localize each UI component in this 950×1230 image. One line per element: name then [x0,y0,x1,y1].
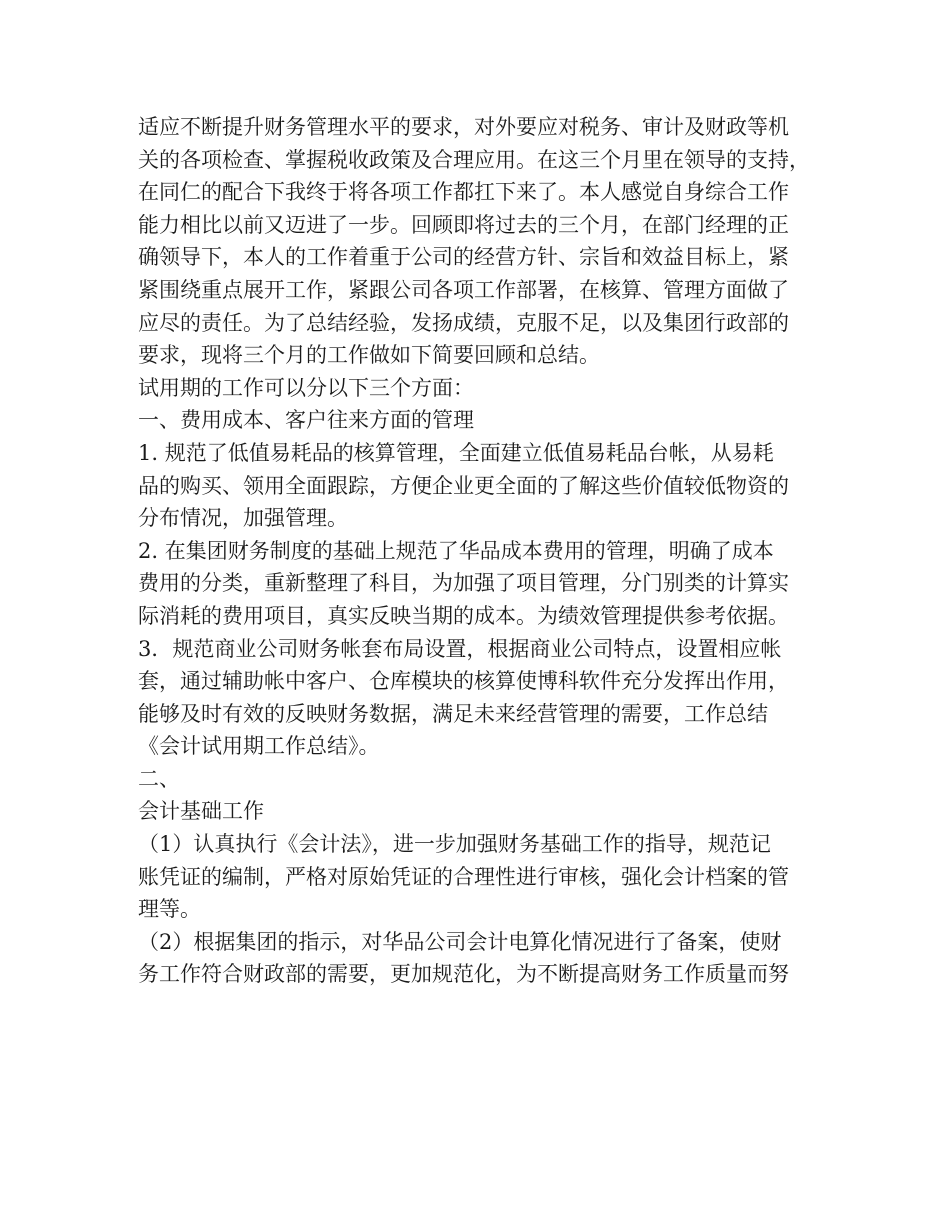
text-line: 要求，现将三个月的工作做如下简要回顾和总结。 [138,343,600,368]
list-item-line: 费用的分类，重新整理了科目，为加强了项目管理，分门别类的计算实 [138,571,789,596]
list-item-line: （2）根据集团的指示，对华品公司会计电算化情况进行了备案，使财 [138,929,782,954]
list-item-line: 《会计试用期工作总结》。 [138,734,380,759]
text-line: 确领导下，本人的工作着重于公司的经营方针、宗旨和效益目标上，紧 [138,245,789,270]
section-heading: 会计基础工作 [138,799,264,824]
list-item-line: 理等。 [138,897,201,922]
text-line: 应尽的责任。为了总结经验，发扬成绩，克服不足，以及集团行政部的 [138,310,789,335]
section-heading: 一、费用成本、客户往来方面的管理 [138,408,474,433]
list-item-line: 分布情况，加强管理。 [138,506,348,531]
list-item-line: （1）认真执行《会计法》，进一步加强财务基础工作的指导，规范记 [138,832,771,857]
list-item-line: 账凭证的编制，严格对原始凭证的合理性进行审核，强化会计档案的管 [138,864,789,889]
list-item-line: 能够及时有效的反映财务数据，满足未来经营管理的需要，工作总结 [138,701,768,726]
list-item-line: 1. 规范了低值易耗品的核算管理，全面建立低值易耗品台帐，从易耗 [138,440,774,465]
text-line: 紧围绕重点展开工作，紧跟公司各项工作部署，在核算、管理方面做了 [138,277,789,302]
list-item-line: 务工作符合财政部的需要，更加规范化，为不断提高财务工作质量而努 [138,962,789,987]
list-item-line: 套，通过辅助帐中客户、仓库模块的核算使博科软件充分发挥出作用， [138,669,789,694]
list-item-line: 品的购买、领用全面跟踪，方便企业更全面的了解这些价值较低物资的 [138,473,789,498]
text-line: 试用期的工作可以分以下三个方面： [138,375,474,400]
list-item-line: 3．规范商业公司财务帐套布局设置，根据商业公司特点，设置相应帐 [138,636,782,661]
list-item-line: 2. 在集团财务制度的基础上规范了华品成本费用的管理，明确了成本 [138,538,774,563]
document-body [138,111,828,991]
list-item-line: 际消耗的费用项目，真实反映当期的成本。为绩效管理提供参考依据。 [138,603,789,628]
section-heading: 二、 [138,766,180,791]
text-line: 在同仁的配合下我终于将各项工作都扛下来了。本人感觉自身综合工作 [138,180,789,205]
text-line: 适应不断提升财务管理水平的要求，对外要应对税务、审计及财政等机 [138,115,789,139]
text-line: 关的各项检查、掌握税收政策及合理应用。在这三个月里在领导的支持， [138,147,810,172]
text-line: 能力相比以前又迈进了一步。回顾即将过去的三个月，在部门经理的正 [138,212,789,237]
